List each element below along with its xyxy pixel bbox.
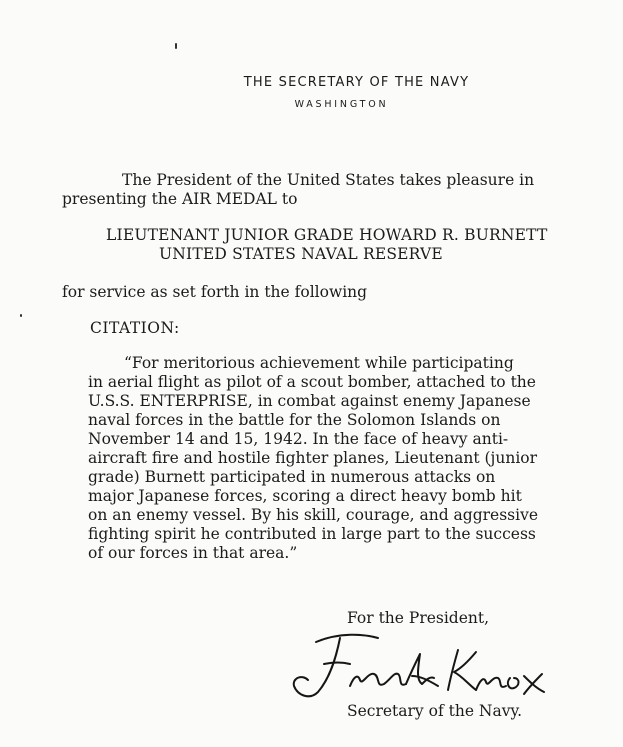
closing-line: For the President,	[347, 609, 490, 627]
citation-line: fighting spirit he contributed in large part to the success	[88, 525, 536, 543]
citation-line: aircraft fire and hostile fighter planes, Lieutenant (junior	[88, 449, 538, 467]
citation-line: on an enemy vessel. By his skill, courage, and aggressive	[88, 506, 539, 524]
service-line: for service as set forth in the following	[62, 283, 368, 301]
citation-line: in aerial flight as pilot of a scout bomber, attached to the	[88, 373, 536, 391]
paper-mark	[20, 314, 22, 317]
citation-line: grade) Burnett participated in numerous attacks on	[88, 468, 496, 486]
letterhead-title: THE SECRETARY OF THE NAVY	[243, 75, 470, 90]
intro-line-1: The President of the United States takes pleasure in	[122, 171, 535, 189]
citation-line: U.S.S. ENTERPRISE, in combat against enemy Japanese	[88, 392, 531, 410]
handwritten-signature	[280, 628, 555, 703]
recipient-unit: UNITED STATES NAVAL RESERVE	[159, 245, 443, 263]
citation-line: of our forces in that area.”	[88, 544, 298, 562]
intro-line-2: presenting the AIR MEDAL to	[62, 190, 298, 208]
citation-line: naval forces in the battle for the Solomon Islands on	[88, 411, 501, 429]
citation-line: major Japanese forces, scoring a direct heavy bomb hit	[88, 487, 522, 505]
citation-line: “For meritorious achievement while participating	[124, 354, 514, 372]
letterhead-city: WASHINGTON	[294, 99, 389, 110]
citation-line: November 14 and 15, 1942. In the face of heavy anti-	[88, 430, 509, 448]
recipient-name: LIEUTENANT JUNIOR GRADE HOWARD R. BURNETT	[106, 226, 548, 244]
citation-label: CITATION:	[90, 319, 180, 337]
paper-mark	[175, 43, 177, 49]
signatory-title: Secretary of the Navy.	[347, 702, 523, 720]
